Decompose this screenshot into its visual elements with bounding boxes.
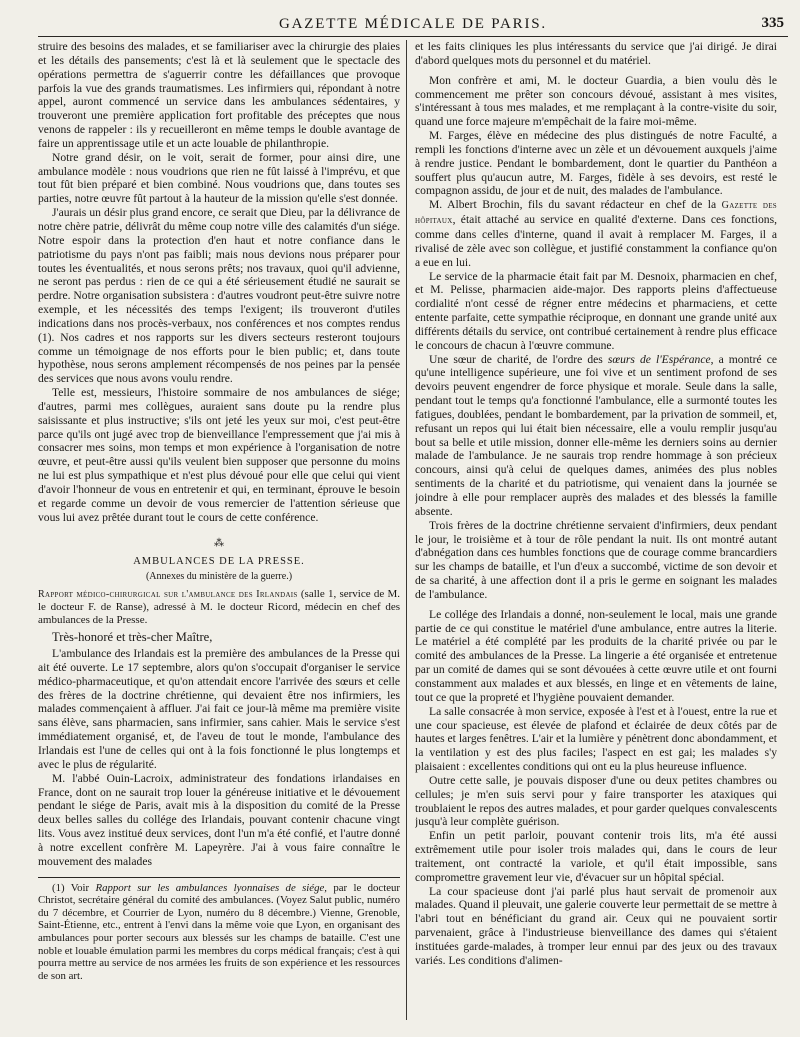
paragraph: Le collége des Irlandais a donné, non-seulement le local, mais une grande partie de ce qui constitue le matériel d'une ambulance, entre autres la literie. Le matériel a été complété par les produits de la charité privée ou par le comité des ambulances de la Presse. La lingerie a été organisée et entretenue par un comité de dames qui se sont dévouées à cette œuvre utile et ont fourni constamment aux malades et aux blessés, en linge et en vêtements de laine, tout ce que la propreté et l'hygiène pouvaient demander.	[415, 607, 777, 704]
paragraph	[415, 353, 777, 519]
page-number: 335	[761, 15, 784, 31]
right-column	[415, 40, 777, 1020]
footnote-cited-title: Rapport sur les ambulances lyonnaises de siége,	[95, 881, 327, 894]
paragraph-text: , était attaché au service en qualité d'externe. Dans ces fonctions, comme dans celles d'interne, quand il avait à remplacer M. Farges, il a rivalisé de zèle avec son collègue, et justifié constamment la confiance qu'on a eue en lui.	[415, 213, 777, 269]
report-heading-rest: (salle 1, service de M. le docteur F. de Ranse), adressé à M. le docteur Ricord, médecin en chef des ambulances de la Presse.	[38, 588, 400, 627]
paragraph: Notre grand désir, on le voit, serait de former, pour ainsi dire, une ambulance modèle : nous voudrions que rien ne fût laissé à l'imprévu, et que tout fût bien préparé et bien combiné. Nous voudrions que, dans toutes ses parties, notre œuvre fût partout à la hauteur de la mission qu'elle s'est donnée.	[38, 150, 400, 206]
paragraph: L'ambulance des Irlandais est la première des ambulances de la Presse qui ait été ouverte. Le 17 septembre, alors qu'on s'occupait d'organiser le service médico-pharmaceutique, et qu'on attendait encore l'arrivée des sœurs et celle des frères de la doctrine chrétienne, qui devaient être nos infirmiers, les malades commençaient à affluer. J'ai fait ce jour-là même ma première visite sans élève, sans pharmacien, sans infirmier, sans cahier. Mais le service s'est immédiatement organisé, et, de l'aveu de tout le monde, l'ambulance des Irlandais est l'une de celles qui ont à la fois fonctionné le plus longtemps et avec le plus de régularité.	[38, 647, 400, 771]
paragraph: Enfin un petit parloir, pouvant contenir trois lits, m'a été aussi extrêmement utile pour isoler trois malades qui, dans le cours de leur traitement, ont contracté la variole, et qu'il était impossible, sans compromettre gravement leur vie, d'évacuer sur un hôpital spécial.	[415, 829, 777, 884]
salutation: Très-honoré et très-cher Maître,	[52, 630, 213, 645]
paragraph: M. Farges, élève en médecine des plus distingués de notre Faculté, a rempli les fonctions d'interne avec un zèle et un dévouement auxquels j'aime à rendre justice. Pendant le bombardement, dont le quartier du Panthéon a souffert plus qu'aucun autre, M. Farges, fidèle à ses devoirs, est resté le compagnon assidu, de jour et de nuit, des malades de l'ambulance.	[415, 129, 777, 198]
footnote-text: par le docteur Christot, secrétaire général du comité des ambulances. (Voyez Salut public, numéro du 7 décembre, et Courrier de Lyon, numéro du 8 décembre.) Vienne, Grenoble, Saint-Étienne, etc., entrent à l'envi dans la même voie que Lyon, en organisant des ambulances pour porter secours aux blessés sur les champs de bataille. C'est une noble et louable émulation parmi les membres du corps médical français; c'est à qui pourra mettre au service de nos armées les fruits de son expérience et les ressources de son art.	[38, 881, 400, 982]
journal-name: Gazette des hôpitaux	[415, 200, 777, 227]
paragraph: struire des besoins des malades, et se familiariser avec la chirurgie des plaies et les détails des pansements; c'est là et là seulement que le spectacle des opérations permettra de s'aguerrir contre les défaillances que provoque parfois la vue des grands traumatismes. Les infirmiers qui, répondant à notre appel, auront commencé un service dans les ambulances sédentaires, y trouveront une première application fort profitable des préceptes que nous venons de rappeler : ils y recueilleront en même temps le double avantage de faire un apprentissage utile et un acte louable de philanthropie.	[38, 40, 400, 150]
order-name: sœurs de l'Espérance	[607, 352, 711, 366]
report-heading	[38, 588, 400, 627]
paragraph: Mon confrère et ami, M. le docteur Guardia, a bien voulu dès le commencement me prêter son concours dévoué, assistant à mes visites, s'intéressant à tous mes malades, et me remplaçant à la contre-visite du soir, quand une force majeure m'empêchait de la faire moi-même.	[415, 73, 777, 129]
paragraph: et les faits cliniques les plus intéressants du service que j'ai dirigé. Je dirai d'abord quelques mots du personnel et du matériel.	[415, 40, 777, 67]
paragraph: La salle consacrée à mon service, exposée à l'est et à l'ouest, entre la rue et une cour spacieuse, est élevée de plafond et éclairée de deux côtés par de hautes et larges fenêtres. L'air et la lumière y pénètrent donc abondamment, et la ventilation y est des plus faciles; l'aspect en est gai; les malades s'y plaisaient : excellentes conditions qui ont eu la plus heureuse influence.	[415, 704, 777, 774]
paragraph	[415, 198, 777, 269]
page-header	[38, 14, 788, 37]
footnote-rule	[38, 877, 400, 878]
paragraph: Le service de la pharmacie était fait par M. Desnoix, pharmacien en chef, et M. Pelisse, pharmacien aide-major. Des rapports pleins d'affectueuse cordialité n'ont cessé de régner entre médecins et pharmaciens, et cette entente parfaite, cette sympathie réciproque, en donnant une grande unité aux différents détails du service, ont contribué certainement à rendre plus efficace le concours de chacun à l'œuvre commune.	[415, 269, 777, 352]
left-column	[38, 40, 400, 1020]
footnote	[38, 882, 400, 983]
paragraph: Telle est, messieurs, l'histoire sommaire de nos ambulances de siége; d'autres, parmi mes collègues, auraient sans doute pu la rendre plus saisissante et plus instructive; s'ils ont jeté les yeux sur moi, c'est peut-être parce qu'ils ont jugé avec trop de bienveillance l'empressement que j'ai mis à consacrer mes soins, mon temps et mon expérience à l'organisation de notre œuvre, et peut-être aussi qu'ils veulent bien supposer que personne du moins ne lui est plus sympathique et n'est plus dévoué pour elle que celui qui vient d'avoir l'honneur de vous en entretenir et qui, en terminant, éprouve le besoin et regarde comme un devoir de vous remercier de l'attention sérieuse que vous lui avez prêtée durant tout le cours de cette conférence.	[38, 386, 400, 524]
journal-title: GAZETTE MÉDICALE DE PARIS.	[279, 16, 547, 32]
paragraph: J'aurais un désir plus grand encore, ce serait que Dieu, par la délivrance de notre chère patrie, délivrât du même coup notre ville des calamités d'un siége. Notre espoir dans la protection d'en haut et notre confiance dans le patriotisme du pays n'ont pas faibli; mais nous devions nous préparer pour toutes les éventualités, et nous serons prêts; nos travaux, quoi qu'il advienne, ne seront pas perdus : rien de ce qui a été sérieusement étudié ne saurait se perdre. Notre organisation subsistera : d'autres voudront peut-être suivre notre exemple, et les nécessités des temps l'exigent; ils trouveront d'utiles indications dans nos procès-verbaux, nos conférences et nos comptes rendus (1). Nos cadres et nos rapports sur les divers secteurs resteront toujours comme un témoignage de nos efforts pour le bien public; et, dans toute hypothèse, nous serons amplement récompensés de nos peines par la pensée des services que nous avons voulu rendre.	[38, 206, 400, 386]
section-title: AMBULANCES DE LA PRESSE.	[133, 555, 305, 567]
section-subtitle: (Annexes du ministère de la guerre.)	[145, 571, 293, 583]
paragraph: M. l'abbé Ouin-Lacroix, administrateur des fondations irlandaises en France, dont on ne saurait trop louer la généreuse initiative et le dévouement pendant le siége de Paris, avait mis à la disposition du comité de la Presse deux belles salles du collége des Irlandais, pouvant contenir chacune vingt lits. Vous avez institué deux services, dont l'un m'a été confié, et l'autre donné à notre excellent confrère M. Lapeyrère. J'ai à vous faire connaître le mouvement des malades	[38, 771, 400, 868]
paragraph-text: , a montré ce qu'une intelligence supérieure, une foi vive et un sentiment profond de ses devoirs peuvent engendrer de force physique et morale. Seule dans la salle, pendant tout le temps qu'a fonctionné l'ambulance, elle a surmonté toutes les fatigues, doublées, pendant le bombardement, par la privation de sommeil, et, refusant un repos qui lui était bien nécessaire, elle a voulu remplir jusqu'au bout sa belle et utile mission, donner elle-même les derniers soins au dernier malade de l'ambulance. Je ne saurais trop rendre hommage à son précieux concours, ainsi qu'à celui de quelques dames, animées des plus nobles sentiments de la charité et du patriotisme, qui venaient dans la journée se joindre à elle pour remplacer auprès des malades et des blessés la famille absente.	[415, 352, 777, 518]
section-ornament: ⁂	[214, 537, 224, 549]
paragraph: La cour spacieuse dont j'ai parlé plus haut servait de promenoir aux malades. Quand il pleuvait, une galerie couverte leur permettait de se mettre à l'abri tout en bénéficiant du grand air. Ceux qui ne pouvaient sortir parvenaient, grâce à l'industrieuse bienveillance des dames qui s'étaient instituées garde-malades, à tromper leur ennui par des jeux ou des travaux variés. Les conditions d'alimen-	[415, 884, 777, 967]
paragraph-text: Une sœur de charité, de l'ordre des	[429, 352, 608, 366]
column-divider	[406, 40, 407, 1020]
paragraph: Trois frères de la doctrine chrétienne servaient d'infirmiers, deux pendant le jour, le troisième et à tour de rôle pendant la nuit. Ils ont montré autant d'abnégation dans ces humbles fonctions que de courage comme brancardiers sur les champs de bataille, et l'un d'eux a succombé, victime de son devoir et de sa charité, à une affection dont il a pris le germe en soignant les malades de l'ambulance.	[415, 518, 777, 601]
report-heading-lead: Rapport médico-chirurgical sur l'ambulance des Irlandais	[38, 589, 298, 601]
paragraph: Outre cette salle, je pouvais disposer d'une ou deux petites chambres ou cellules; je m'en suis servi pour y faire transporter les ataxiques qui troublaient le repos des autres malades, et pour garder quelques convalescents jusqu'à leur complète guérison.	[415, 773, 777, 829]
paragraph-text: M. Albert Brochin, fils du savant rédacteur en chef de la	[429, 198, 722, 212]
footnote-text: (1) Voir	[52, 881, 96, 894]
